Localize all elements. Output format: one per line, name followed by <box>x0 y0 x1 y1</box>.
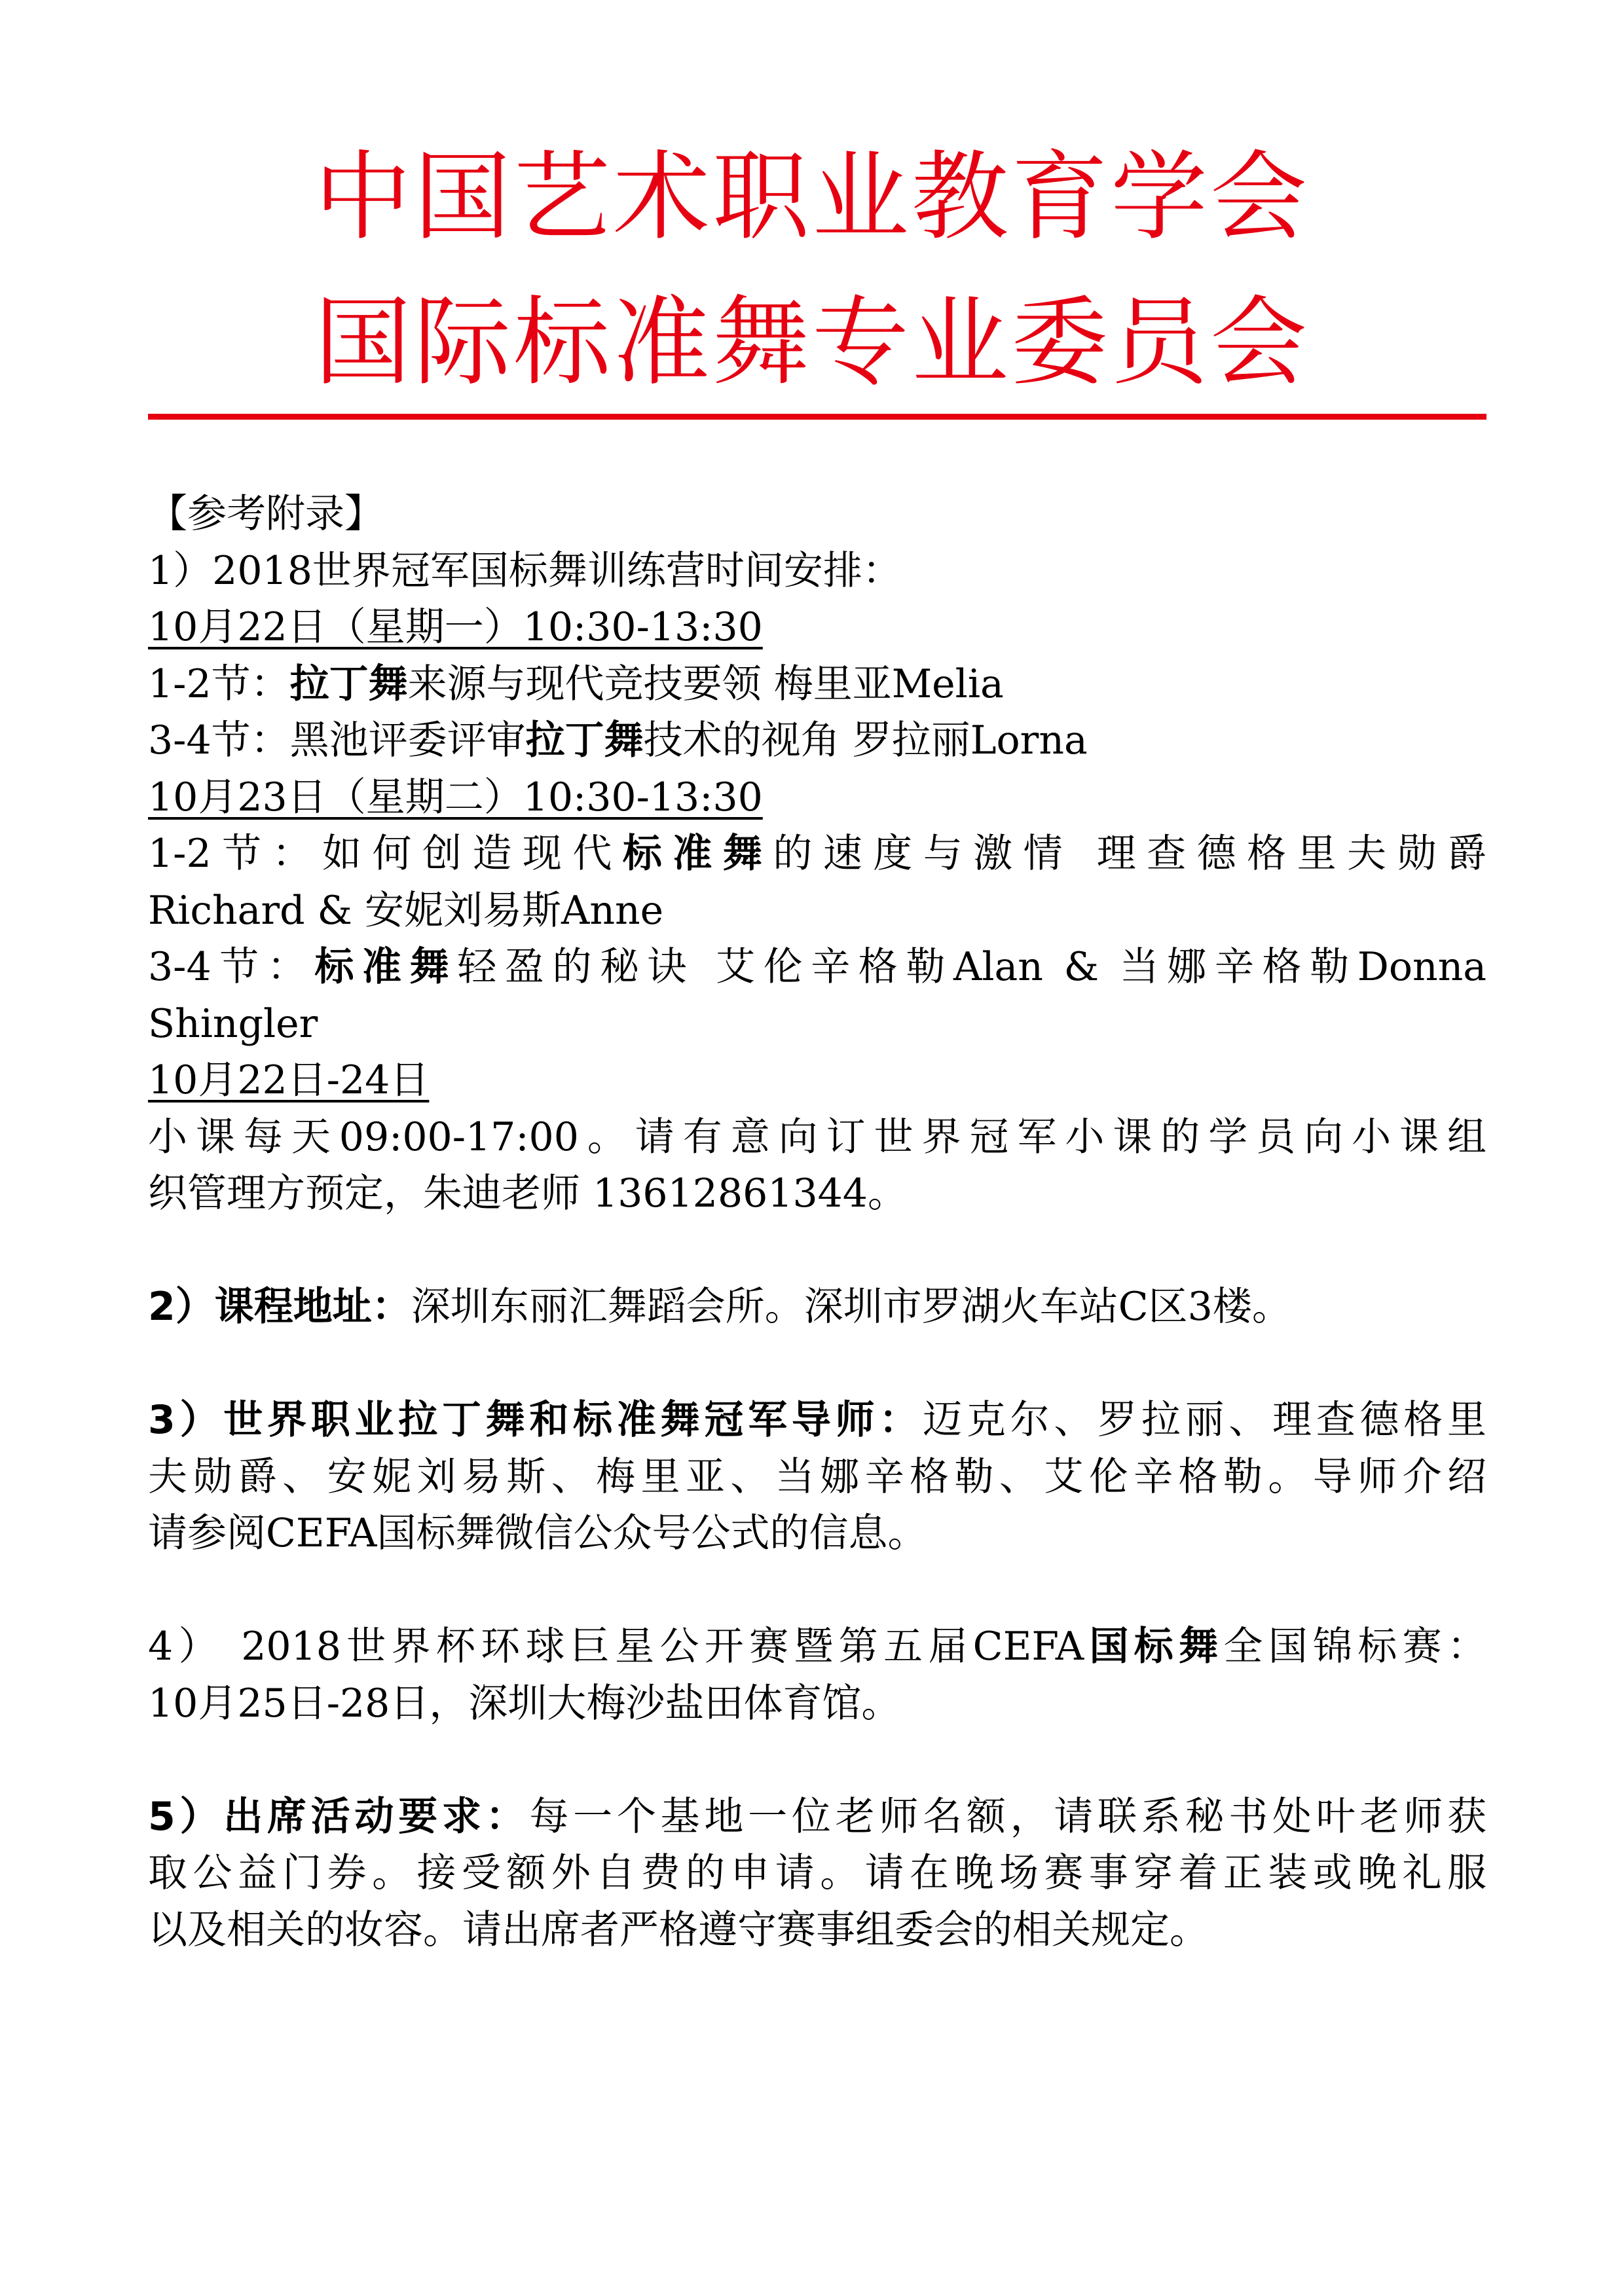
header-divider <box>148 414 1486 420</box>
section3-line1 <box>148 1392 1486 1449</box>
dance-keyword: 国标舞 <box>1084 1624 1224 1669</box>
private-lessons-date-text: 10月22日-24日 <box>148 1057 430 1103</box>
day2-session1 <box>148 826 1486 883</box>
section5-line3: 以及相关的妆容。请出席者严格遵守赛事组委会的相关规定。 <box>148 1906 1209 1953</box>
document-header <box>0 124 1624 415</box>
section4-prefix: 4） 2018世界杯环球巨星公开赛暨第五届CEFA <box>148 1624 1084 1669</box>
dance-keyword: 标准舞 <box>314 944 458 990</box>
session-prefix: 1-2节：如何创造现代 <box>148 831 623 877</box>
section5-text: 每一个基地一位老师名额，请联系秘书处叶老师获 <box>529 1793 1487 1840</box>
spacer <box>148 1336 1486 1393</box>
private-lessons-line2: 织管理方预定，朱迪老师 13612861344。 <box>148 1171 907 1216</box>
section2-text: 深圳东丽汇舞蹈会所。深圳市罗湖火车站C区3楼。 <box>411 1284 1291 1330</box>
session-detail: 轻盈的秘诀 艾伦辛格勒Alan & 当娜辛格勒Donna <box>457 944 1487 990</box>
day1-session1 <box>148 656 1486 713</box>
section3-line2: 夫勋爵、安妮刘易斯、梅里亚、当娜辛格勒、艾伦辛格勒。导师介绍 <box>148 1453 1486 1500</box>
appendix-title: 【参考附录】 <box>148 491 384 537</box>
day2-session2-cont: Shingler <box>148 1000 318 1047</box>
session-prefix: 1-2节： <box>148 661 290 707</box>
day2-date <box>148 769 1486 826</box>
section2-address <box>148 1279 1486 1336</box>
session-detail: 的速度与激情 理查德格里夫勋爵 <box>773 831 1487 877</box>
private-lessons-line1: 小课每天09:00-17:00。请有意向订世界冠军小课的学员向小课组 <box>148 1114 1486 1160</box>
spacer <box>148 1222 1486 1279</box>
header-title-line1: 中国艺术职业教育学会 <box>314 141 1310 253</box>
section4-line2: 10月25日-28日，深圳大梅沙盐田体育馆。 <box>148 1680 901 1726</box>
section2-label: 2）课程地址： <box>148 1284 411 1330</box>
day1-session2 <box>148 712 1486 769</box>
section3-label: 3）世界职业拉丁舞和标准舞冠军导师： <box>148 1397 923 1443</box>
session-detail: 技术的视角 罗拉丽Lorna <box>643 718 1088 763</box>
dance-keyword: 拉丁舞 <box>289 661 408 707</box>
day1-date <box>148 599 1486 656</box>
dance-keyword: 标准舞 <box>622 831 773 877</box>
header-title-line2: 国际标准舞专业委员会 <box>314 286 1310 399</box>
section4-line1 <box>148 1618 1486 1675</box>
session-prefix: 3-4节： <box>148 944 315 990</box>
dance-keyword: 拉丁舞 <box>525 718 644 763</box>
day2-session1-cont: Richard & 安妮刘易斯Anne <box>148 887 664 934</box>
session-prefix: 3-4节：黑池评委评审 <box>148 718 526 763</box>
section4-suffix: 全国锦标赛： <box>1223 1624 1486 1669</box>
section5-line1 <box>148 1789 1486 1846</box>
section3-text: 迈克尔、罗拉丽、理查德格里 <box>923 1397 1487 1443</box>
day2-session2 <box>148 939 1486 996</box>
session-detail: 来源与现代竞技要领 梅里亚Melia <box>407 661 1004 707</box>
appendix-body <box>148 486 1486 1958</box>
spacer <box>148 1732 1486 1789</box>
section5-label: 5）出席活动要求： <box>148 1793 530 1840</box>
day1-date-text: 10月22日（星期一）10:30-13:30 <box>148 604 763 650</box>
section1-heading: 1）2018世界冠军国标舞训练营时间安排： <box>148 547 902 594</box>
private-lessons-date <box>148 1052 1486 1109</box>
section3-line3: 请参阅CEFA国标舞微信公众号公式的信息。 <box>148 1510 927 1556</box>
day2-date-text: 10月23日（星期二）10:30-13:30 <box>148 774 763 820</box>
spacer <box>148 1562 1486 1619</box>
section5-line2: 取公益门券。接受额外自费的申请。请在晚场赛事穿着正装或晚礼服 <box>148 1850 1486 1896</box>
